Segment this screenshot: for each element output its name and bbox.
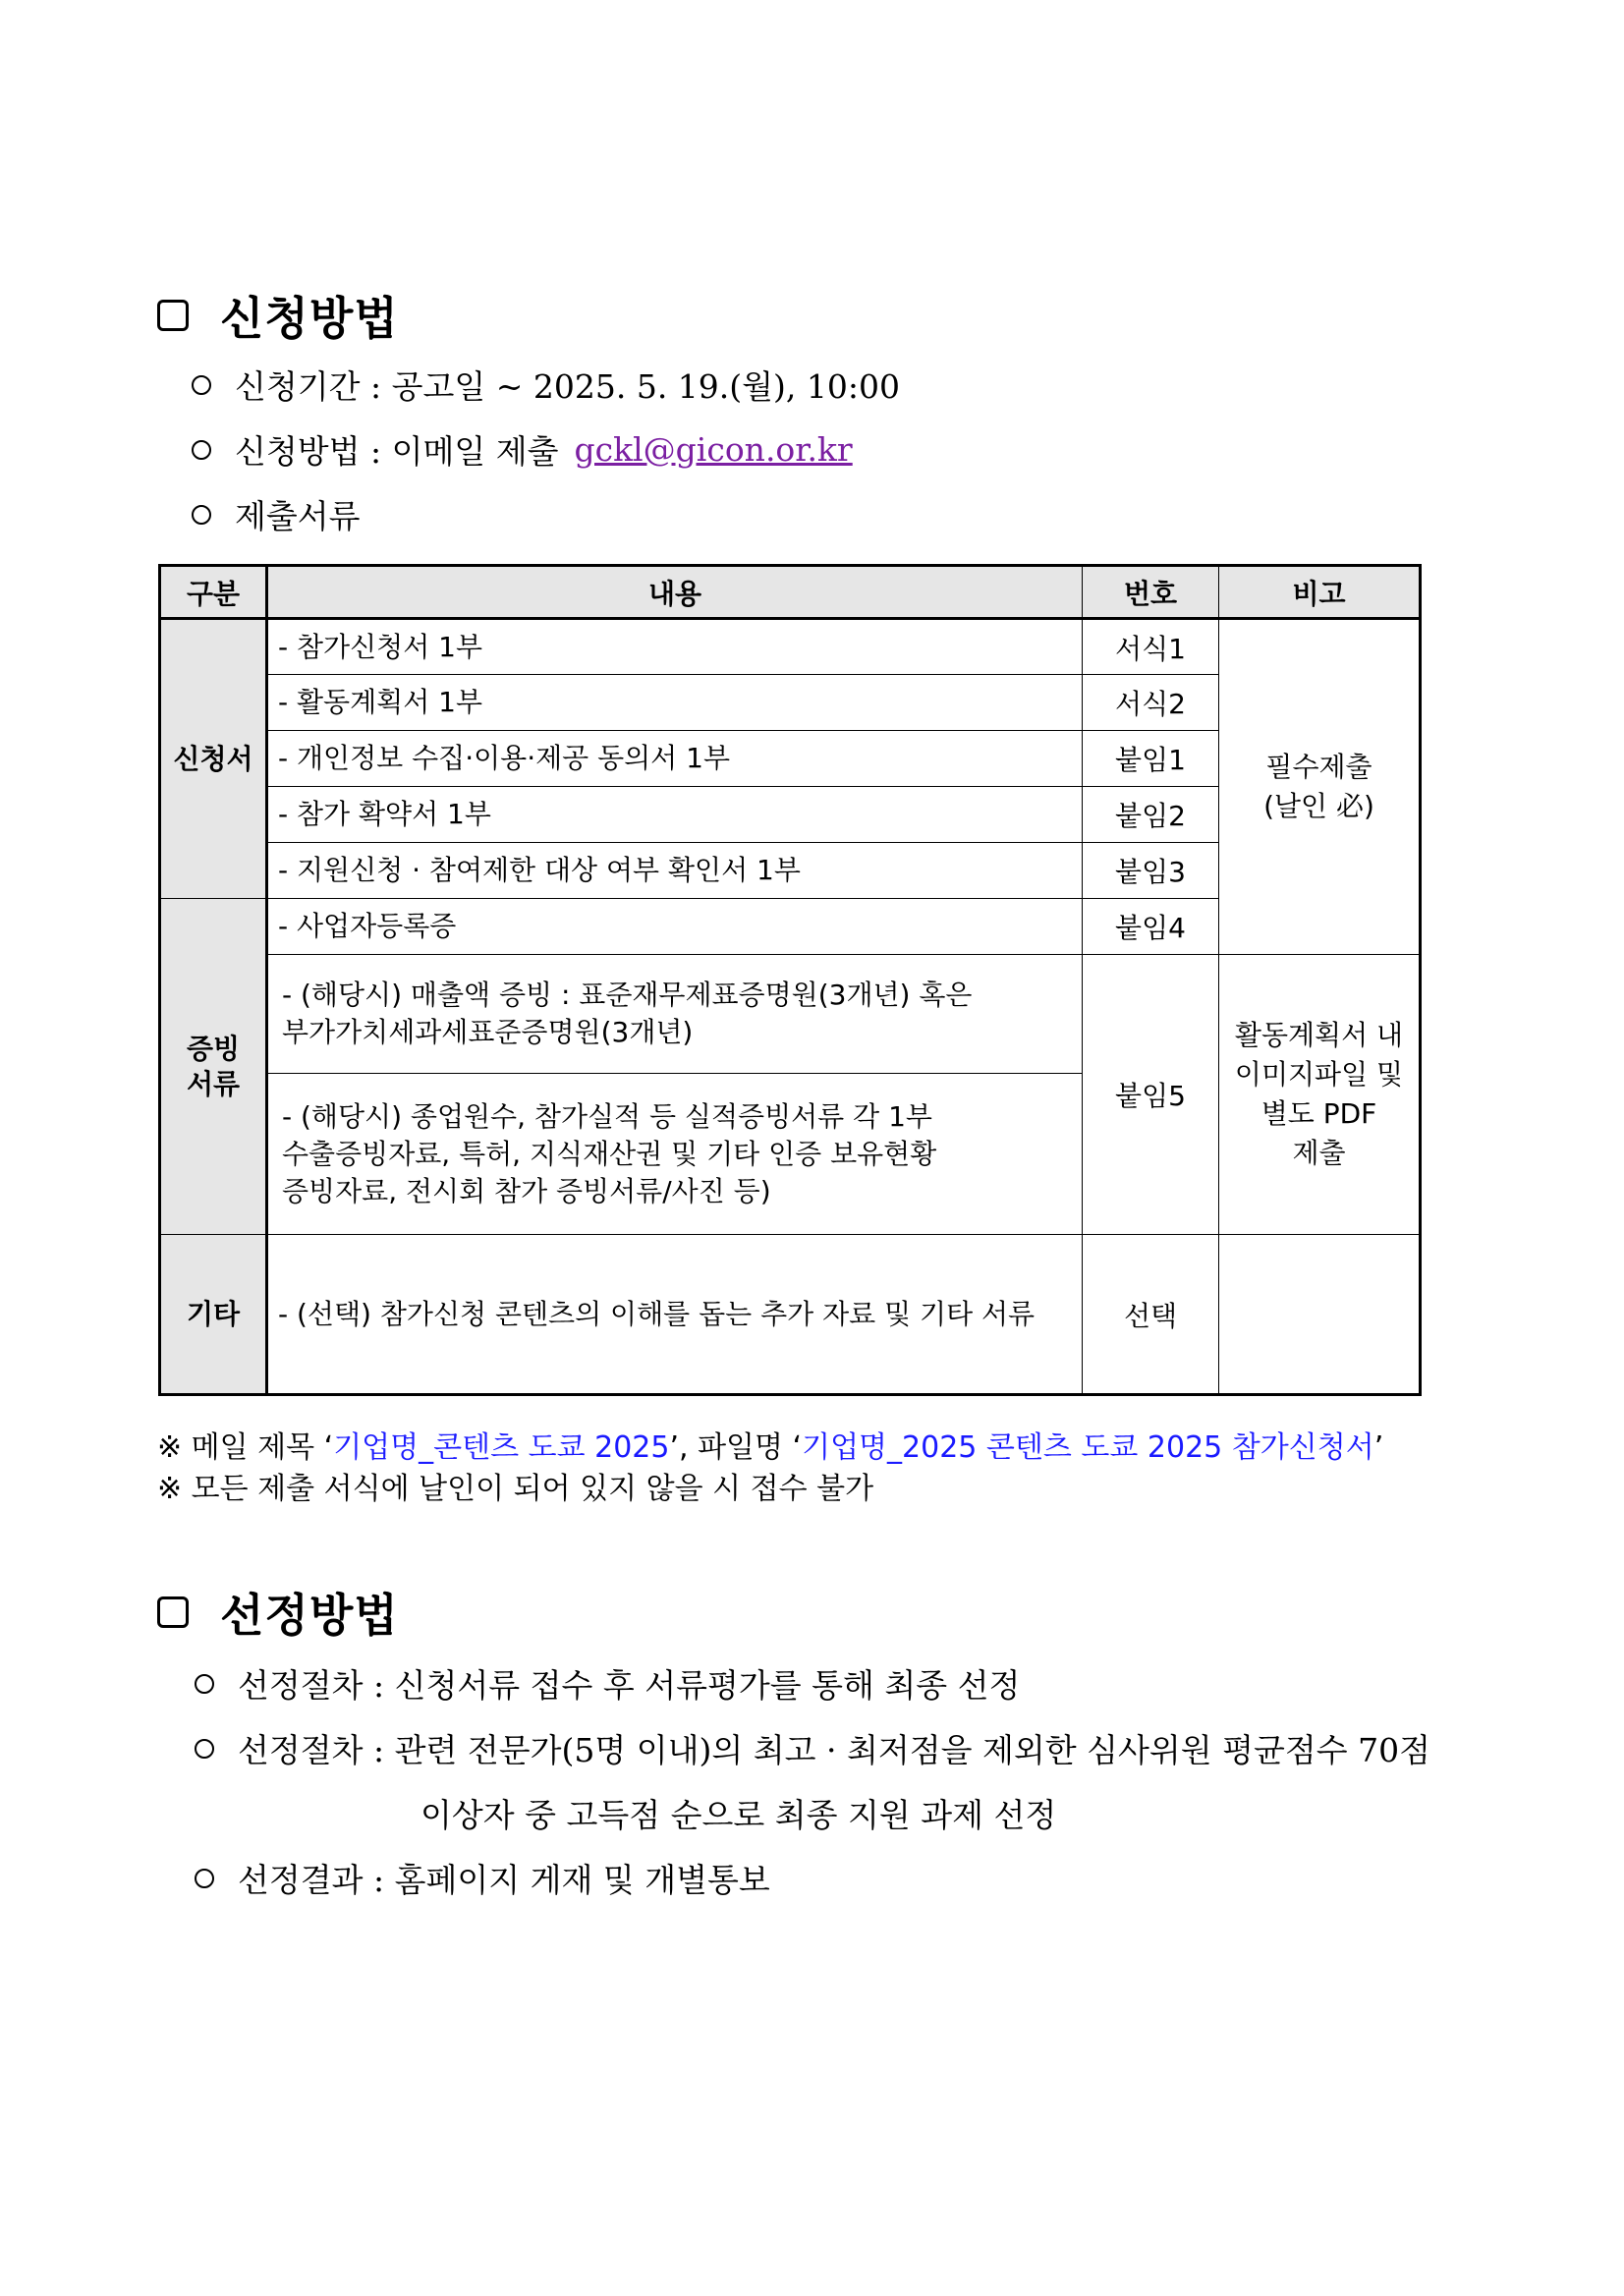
footnote-filename: 기업명_2025 콘텐츠 도쿄 2025 참가신청서	[802, 1430, 1374, 1465]
bullet-selection-3	[195, 1855, 770, 1901]
footnote-seal-required: ※ 모든 제출 서식에 날인이 되어 있지 않을 시 접수 불가	[157, 1472, 874, 1506]
bullet-submit-docs	[192, 491, 361, 537]
table-row	[160, 955, 1421, 1074]
checkbox-square-icon	[157, 1596, 189, 1628]
circle-bullet-icon	[195, 1674, 214, 1694]
submit-docs-text: 제출서류	[235, 497, 361, 535]
section-title-selection	[157, 1580, 399, 1645]
row-number: 붙임2	[1083, 787, 1219, 843]
footnote-suffix: ’	[1373, 1430, 1384, 1465]
selection-2-continued: 이상자 중 고득점 순으로 최종 지원 과제 선정	[420, 1796, 1057, 1834]
table-row	[160, 1235, 1421, 1395]
category-proof: 증빙 서류	[160, 899, 267, 1235]
category-other: 기타	[160, 1235, 267, 1395]
apply-method-text: 신청방법 : 이메일 제출	[235, 432, 559, 471]
header-number: 번호	[1083, 566, 1219, 619]
section-title-apply	[157, 283, 399, 348]
selection-1-text: 선정절차 : 신청서류 접수 후 서류평가를 통해 최종 선정	[238, 1666, 1021, 1705]
row-number: 붙임3	[1083, 843, 1219, 899]
row-number: 붙임1	[1083, 731, 1219, 787]
header-note: 비고	[1219, 566, 1421, 619]
note-required: 필수제출 (날인 必)	[1219, 619, 1421, 955]
footnote-mail-subject	[157, 1423, 1383, 1466]
row-content: - (해당시) 종업원수, 참가실적 등 실적증빙서류 각 1부 수출증빙자료, 특허, 지식재산권 및 기타 인증 보유현황 증빙자료, 전시회 참가 증빙서류/사진 등)	[267, 1074, 1083, 1235]
bullet-selection-1	[195, 1660, 1020, 1707]
footnote-mid: ’, 파일명 ‘	[669, 1430, 803, 1465]
category-application: 신청서	[160, 619, 267, 899]
row-content: - (해당시) 매출액 증빙 : 표준재무제표증명원(3개년) 혹은 부가가치세과세표준증명원(3개년)	[267, 955, 1083, 1074]
row-content: - 지원신청 · 참여제한 대상 여부 확인서 1부	[267, 843, 1083, 899]
note-empty	[1219, 1235, 1421, 1395]
table-row	[160, 619, 1421, 675]
row-number: 선택	[1083, 1235, 1219, 1395]
row-content: - 참가신청서 1부	[267, 619, 1083, 675]
section-title-text: 신청방법	[220, 292, 399, 345]
bullet-apply-method	[192, 426, 853, 473]
circle-bullet-icon	[192, 375, 211, 395]
section-title-text: 선정방법	[220, 1589, 399, 1642]
header-category: 구분	[160, 566, 267, 619]
footnote-prefix: ※ 메일 제목 ‘	[157, 1430, 334, 1465]
selection-3-text: 선정결과 : 홈페이지 게재 및 개별통보	[238, 1861, 770, 1899]
checkbox-square-icon	[157, 300, 189, 331]
row-content: - 개인정보 수집·이용·제공 동의서 1부	[267, 731, 1083, 787]
row-content: - (선택) 참가신청 콘텐츠의 이해를 돕는 추가 자료 및 기타 서류	[267, 1235, 1083, 1395]
header-content: 내용	[267, 566, 1083, 619]
row-number: 서식2	[1083, 675, 1219, 731]
bullet-apply-period	[192, 362, 900, 408]
row-content: - 참가 확약서 1부	[267, 787, 1083, 843]
row-number: 붙임5	[1083, 955, 1219, 1235]
bullet-selection-2	[195, 1725, 1430, 1771]
circle-bullet-icon	[195, 1869, 214, 1888]
selection-2-text: 선정절차 : 관련 전문가(5명 이내)의 최고 · 최저점을 제외한 심사위원 평균점수 70점	[238, 1731, 1430, 1769]
circle-bullet-icon	[195, 1739, 214, 1759]
apply-period-text: 신청기간 : 공고일 ~ 2025. 5. 19.(월), 10:00	[235, 367, 900, 406]
row-number: 붙임4	[1083, 899, 1219, 955]
row-content: - 사업자등록증	[267, 899, 1083, 955]
table-header-row	[160, 566, 1421, 619]
row-number: 서식1	[1083, 619, 1219, 675]
circle-bullet-icon	[192, 440, 211, 460]
note-proof: 활동계획서 내 이미지파일 및 별도 PDF 제출	[1219, 955, 1421, 1235]
row-content: - 활동계획서 1부	[267, 675, 1083, 731]
submission-docs-table	[158, 564, 1422, 1396]
circle-bullet-icon	[192, 505, 211, 525]
footnote-subject: 기업명_콘텐츠 도쿄 2025	[333, 1430, 670, 1465]
email-link[interactable]: gckl@gicon.or.kr	[574, 430, 853, 469]
